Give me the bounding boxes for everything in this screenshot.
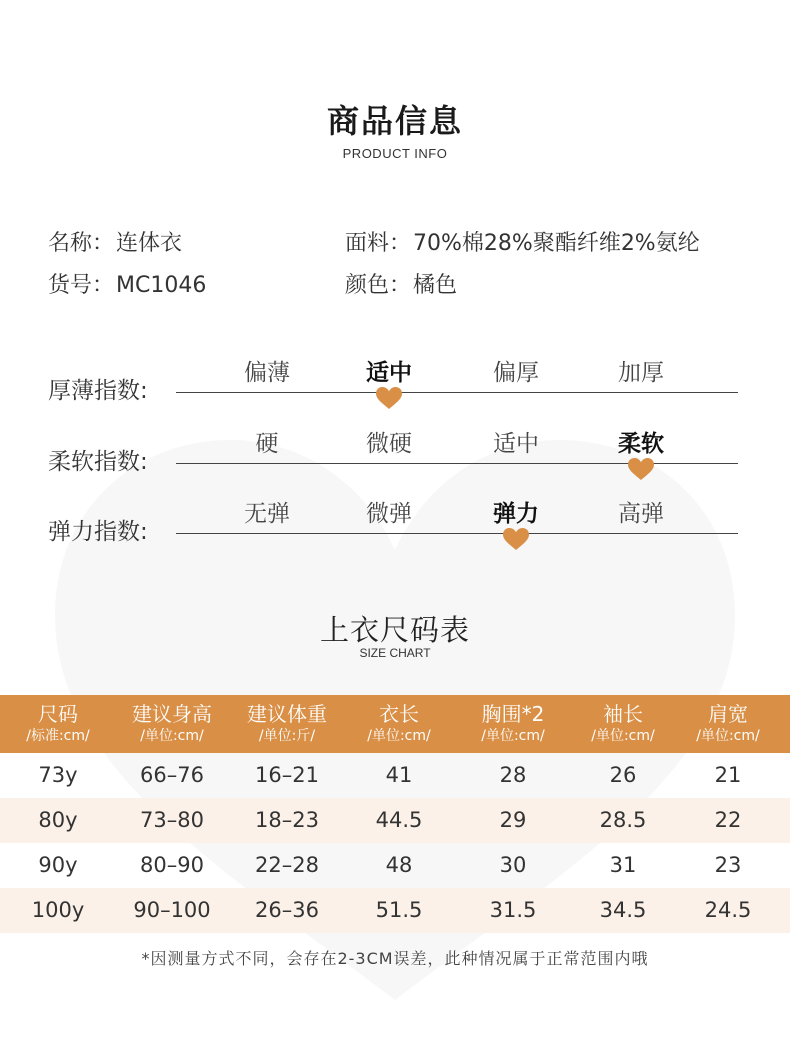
- column-header: [563, 701, 683, 745]
- table-header: [0, 695, 790, 753]
- index-option-selected: 弹力: [493, 501, 539, 527]
- table-cell: 21: [714, 763, 742, 787]
- page-subtitle: PRODUCT INFO: [342, 146, 448, 161]
- column-header: [112, 701, 232, 745]
- table-row: [0, 843, 790, 888]
- table-cell: 51.5: [375, 898, 423, 922]
- heart-marker-icon: [375, 386, 403, 410]
- table-cell: 30: [499, 853, 527, 877]
- table-cell: 100y: [31, 898, 85, 922]
- index-label: 柔软指数:: [48, 449, 148, 475]
- index-option: 加厚: [618, 360, 664, 386]
- index-option: 微硬: [366, 431, 412, 457]
- table-row: [0, 798, 790, 843]
- index-option: 无弹: [244, 501, 290, 527]
- info-color-value: 橘色: [413, 273, 458, 298]
- column-header: [453, 701, 573, 745]
- table-cell: 80y: [38, 808, 78, 832]
- table-cell: 31: [609, 853, 637, 877]
- index-option: 偏厚: [493, 360, 539, 386]
- table-cell: 24.5: [704, 898, 752, 922]
- column-name: 建议身高: [132, 702, 212, 726]
- index-row: [0, 350, 790, 410]
- column-header: [0, 701, 118, 745]
- heart-marker-icon: [502, 527, 530, 551]
- info-name-label: 名称：: [48, 231, 115, 256]
- size-chart-subtitle: SIZE CHART: [359, 646, 431, 660]
- heart-marker-icon: [627, 457, 655, 481]
- index-option: 硬: [255, 431, 279, 457]
- page-title: 商品信息: [326, 102, 463, 140]
- column-name: 尺码: [38, 702, 78, 726]
- info-name: [48, 226, 182, 257]
- index-line: [176, 392, 738, 393]
- info-sku-label: 货号：: [48, 273, 115, 298]
- column-unit: /单位:斤/: [258, 728, 316, 744]
- column-unit: /单位:cm/: [367, 728, 431, 744]
- info-fabric-label: 面料：: [345, 231, 412, 256]
- table-cell: 18–23: [255, 808, 319, 832]
- table-cell: 29: [499, 808, 527, 832]
- info-color: [345, 268, 457, 299]
- table-cell: 44.5: [375, 808, 423, 832]
- table-cell: 73y: [38, 763, 78, 787]
- index-row: [0, 491, 790, 551]
- table-cell: 41: [385, 763, 413, 787]
- index-option-selected: 适中: [366, 360, 412, 386]
- table-cell: 31.5: [489, 898, 537, 922]
- index-option: 偏薄: [244, 360, 290, 386]
- index-label: 弹力指数:: [48, 519, 148, 545]
- info-name-value: 连体衣: [116, 231, 183, 256]
- column-name: 衣长: [379, 702, 419, 726]
- column-unit: /单位:cm/: [481, 728, 545, 744]
- info-color-label: 颜色：: [345, 273, 412, 298]
- info-fabric-value: 70%棉28%聚酯纤维2%氨纶: [413, 231, 700, 256]
- table-cell: 22: [714, 808, 742, 832]
- table-cell: 26–36: [255, 898, 319, 922]
- column-name: 肩宽: [708, 702, 748, 726]
- table-row: [0, 888, 790, 933]
- table-cell: 66–76: [140, 763, 204, 787]
- column-header: [227, 701, 347, 745]
- info-fabric: [345, 226, 700, 257]
- table-cell: 23: [714, 853, 742, 877]
- table-cell: 28.5: [599, 808, 647, 832]
- index-option-selected: 柔软: [618, 431, 664, 457]
- table-cell: 26: [609, 763, 637, 787]
- table-cell: 22–28: [255, 853, 319, 877]
- index-option: 适中: [493, 431, 539, 457]
- table-cell: 34.5: [599, 898, 647, 922]
- column-name: 袖长: [603, 702, 643, 726]
- index-label: 厚薄指数:: [48, 378, 148, 404]
- column-header: [668, 701, 788, 745]
- column-name: 建议体重: [247, 702, 327, 726]
- column-name: 胸围*2: [481, 702, 545, 726]
- index-line: [176, 533, 738, 534]
- size-chart-title: 上衣尺码表: [319, 613, 470, 647]
- table-cell: 73–80: [140, 808, 204, 832]
- table-cell: 28: [499, 763, 527, 787]
- table-cell: 90–100: [133, 898, 211, 922]
- table-cell: 48: [385, 853, 413, 877]
- table-cell: 80–90: [140, 853, 204, 877]
- info-sku-value: MC1046: [116, 273, 207, 298]
- index-row: [0, 421, 790, 481]
- footnote: *因测量方式不同，会存在2-3CM误差，此种情况属于正常范围内哦: [141, 949, 649, 968]
- column-unit: /单位:cm/: [140, 728, 204, 744]
- table-row: [0, 753, 790, 798]
- info-sku: [48, 268, 206, 299]
- column-unit: /单位:cm/: [696, 728, 760, 744]
- index-option: 高弹: [618, 501, 664, 527]
- table-cell: 16–21: [255, 763, 319, 787]
- index-option: 微弹: [366, 501, 412, 527]
- column-unit: /单位:cm/: [591, 728, 655, 744]
- column-header: [339, 701, 459, 745]
- column-unit: /标准:cm/: [26, 728, 90, 744]
- table-cell: 90y: [38, 853, 78, 877]
